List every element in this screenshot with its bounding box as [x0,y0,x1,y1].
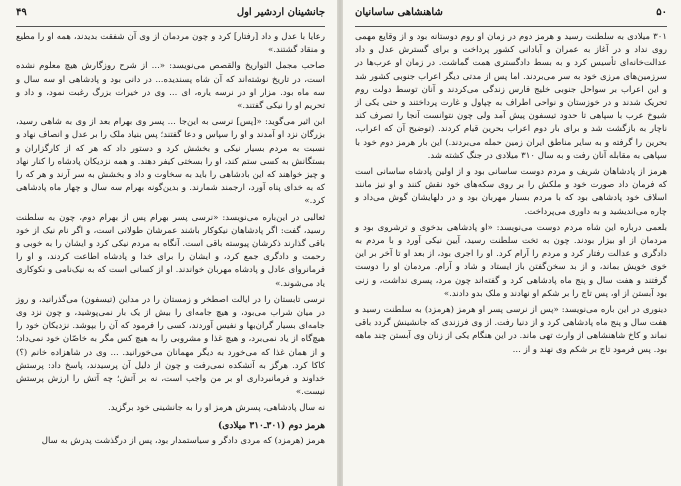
running-title: جانشینان اردشیر اول [236,6,325,18]
running-title: شاهنشاهی ساسانیان [355,6,443,18]
left-page-body [16,31,325,448]
paragraph: نرسی تابستان را در ایالت اصطخر و زمستان را در مداین (تیسفون) می‌گذرانید، و روز در میان شراب می‌بود، و هیچ جامه‌ای را بیش از یک بار نمی‌پوشید، و چون نزد وی جامه‌ای بسیار گران‌بها و نفیس آوردند، کسی را فرمود که آن را بپوشد. نزدیکان خود را هیچ‌گاه از یاد نمی‌برد، و هیچ غذا و مشروبی را به هیچ کس مگر به خاصّان خود نمی‌داد؛ و از همان غذا که می‌خورد به دیگر مهمانان می‌خورانید. ... وی در شاهزاده خانم (؟) کاکا کرد. هرگز به آتشکده نمی‌رفت و چون از دلیل آن پرسیدند، پاسخ داد: پرستش خداوند و فرمانبرداری او بر من واجب است، نه بر آتش؛ چه آتش را ارزش پرستش نیست.» [16,294,325,398]
paragraph: ثعالبی در این‌باره می‌نویسد: «نرسی پسر بهرام پس از بهرام دوم، چون به سلطنت رسید، گفت: اگر پادشاهان نیکوکار باشند عمرشان طولانی است، و اگر نام نیک از خود باقی گذارند ذکرشان پیوسته باقی است. آنگاه به مردم نیکی کرد و ایشان را به خوبی و رحمت و دادگری جمع کرد، و ایشان را برای خدا و پادشاه اطاعت کردند، و او را فرمانروای عادل و پادشاه مهربان خواندند. او از کسانی است که به نیک‌نامی و نکوکاری یاد می‌شوند.» [16,212,325,289]
left-page-header [16,4,325,20]
header-rule [16,26,325,27]
page-number: ۴۹ [16,6,27,18]
paragraph: دینوری در این باره می‌نویسد: «پس از نرسی پسر او هرمز (هرمزد) به سلطنت رسید و هفت سال و پنج ماه پادشاهی کرد و از دنیا رفت. از وی فرزندی که جانشینش گردد باقی نماند و کاخ شاهنشاهی از وارث تهی ماند. در این هنگام یکی از زنان وی آبستن چند ماهه بود. پس فرمود تاج بر شکم وی نهند و از ... [355,305,667,355]
paragraph: رعایا با عدل و داد [رفتار] کرد و چون مردمان از وی آن شفقت بدیدند، همه او را مطیع و منقاد گشتند.» [16,32,325,56]
paragraph: هرمز (هرمزد) که مردی دادگر و سیاستمدار بود، پس از درگذشت پدرش به سال [41,435,325,446]
page-number: ۵۰ [656,6,667,18]
paragraph: بلعمی درباره این شاه مردم دوست می‌نویسد: «او پادشاهی بدخوی و ترشروی بود و مردمان از او بیزار بودند. چون به تخت سلطنت رسید، آیین نیکی آورد و با مردم به دادگری و عدالت رفتار کرد و مردم را آرام کرد. او را اجری بود، از بعد او تا آخر بر این خوی خویش بماند، و از بد سخن‌گفتن باز ایستاد و شاد و آرام. مردمان او را دوست گرفتند و هفت سال و پنج ماه پادشاهی کرد و گفته‌اند چون مرد، پسری نداشت، و زنی بود آبستن از او، پس تاج را بر شکم او نهادند و ملک بدو دادند.» [355,222,667,299]
paragraph: هرمز از پادشاهان شریف و مردم دوست ساسانی بود و از اولین پادشاه ساسانی است که فرمان داد صورت خود و ملکش را بر روی سکه‌های خود نقش کنند و او نیز مانند اسلاف خود پادشاهی بود که با مردم بسیار مهربان بود و در دلهایشان گوش می‌داد و چاره می‌اندیشید و به داوری می‌پرداخت. [355,167,667,217]
paragraph: صاحب مجمل التواریخ والقصص می‌نویسد: «... از شرح روزگارش هیچ معلوم نشده است، در تاریخ نوشته‌اند که آن شاه پسندیده... در دانی بود و پادشاهی او سه سال و سه ماه بود. مزار او در نرسه یاره، ای ... وی در خیرات بزرگ رغبت نمود، و داد و تحریم او را نیکی گفتند.» [16,61,325,112]
section-heading: هرمز دوم (۳۰۱ـ۳۱۰ میلادی) [218,420,325,431]
header-rule [355,26,667,27]
right-page-body [355,31,667,357]
paragraph: ابن اثیر می‌گوید: «[پس] نرسی به این‌جا ... پسر وی بهرام بعد از وی به شاهی رسید، بزرگان نزد او آمدند و او را سپاس و دعا گفتند؛ پس بنیاد ملک را بر عدل و انصاف نهاد و نسبت به مردم بسیار نیکی و بخشش کرد و دستور داد که هر که از کارگزاران و بستگانش به کسی ستم کند، او را بسختی کیفر دهند. و همه نزدیکان پادشاه را کنار نهاد و چیز خواهند که این بادشاهی را باید به سخاوت و داد و بخشش به سر آرند و هر که را که به خدای پناه آورد، ارجمند شمارند. و بدین‌گونه بهرام سه سال و چهار ماه پادشاهی کرد.» [16,117,325,207]
right-page-header [355,4,667,20]
left-page [0,0,337,486]
right-page [343,0,681,486]
paragraph: ۳۰۱ میلادی به سلطنت رسید و هرمز دوم در زمان او روم دوستانه بود و از وقایع مهمی روی نداد و در آغاز به عمران و آبادانی کشور پرداخت و برای گسترش عدل و داد عدالت‌خانه‌ای تأسیس کرد و به بسط دادگستری همت گماشت. در زمان او عرب‌ها در سرزمین‌های مرزی خود به سر می‌بردند. اما پس از مدتی دیگر اعراب جنوبی کشور شد و این اعراب بر سواحل جنوبی خلیج فارس زندگی می‌کردند و آنان توسط دولت روم تحریک شدند و در خوزستان و نواحی اطراف به چپاول و غارت پرداختند و حتی یکی از شیوخ عرب با سپاهی تا حدود تیسفون پیش آمد ولی چون نتوانست آنجا را تصرف کند ناچار به بازگشت شد و برای بار دوم اعراب بحرین قیام کردند. (توضیح آن که اعراب، بحرین را گرفته و به سایر مناطق ایران زمین حمله می‌بردند.) این بار هرمز دوم خود با سپاهی به مقابله آنان رفت و به سال ۳۱۰ میلادی در جنگ کشته شد. [355,32,667,161]
paragraph: نه سال پادشاهی، پسرش هرمز او را به جانشینی خود برگزید. [107,403,325,414]
